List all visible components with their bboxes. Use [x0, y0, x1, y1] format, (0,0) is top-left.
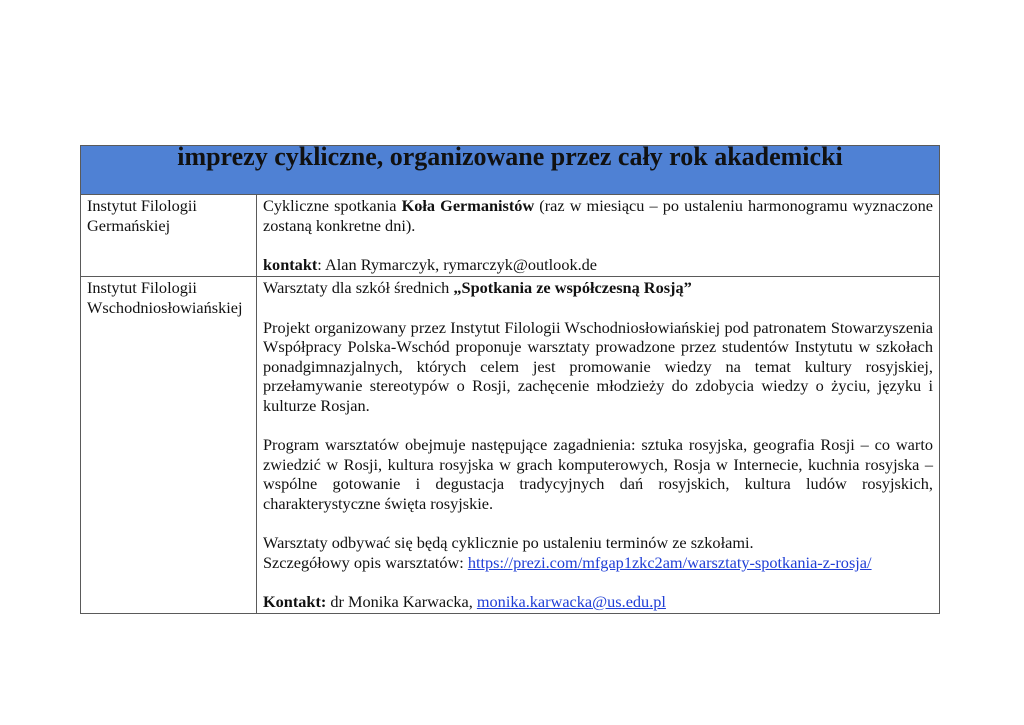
- contact-email-link[interactable]: monika.karwacka@us.edu.pl: [476, 591, 666, 611]
- table-row: [81, 195, 940, 277]
- contact-line: [263, 592, 933, 612]
- contact-label: kontakt: [263, 254, 318, 274]
- institute-cell: [81, 277, 257, 614]
- table-title: imprezy cykliczne, organizowane przez cały rok akademicki: [81, 146, 940, 195]
- institute-cell: [81, 195, 257, 277]
- description-cell: [257, 195, 940, 277]
- institute-name-line: Germańskiej: [87, 215, 171, 235]
- contact-name: dr Monika Karwacka,: [326, 591, 477, 611]
- table-header-row: [81, 146, 940, 195]
- institute-name-line: Instytut Filologii: [87, 278, 197, 298]
- workshop-title: „Spotkania ze współczesną Rosją”: [453, 278, 692, 298]
- contact-line: [263, 255, 933, 275]
- institute-name-line: Instytut Filologii: [87, 196, 197, 215]
- events-table: [80, 142, 940, 614]
- program-paragraph: Program warsztatów obejmuje następujące zagadnienia: sztuka rosyjska, geografia Rosji – co warto zwiedzić w Rosji, kultura rosyjska w grach komputerowych, Rosja w Internecie, kuchnia rosyjska – wspólne gotowanie i degustacja tradycyjnych dań rosyjskich, kultura ludów rosyjskich, charakterystyczne święta rosyjskie.: [263, 435, 933, 513]
- contact-label: Kontakt:: [263, 591, 327, 611]
- schedule-line: Warsztaty odbywać się będą cyklicznie po ustaleniu terminów ze szkołami.: [263, 533, 754, 553]
- workshop-description-link[interactable]: https://prezi.com/mfgap1zkc2am/warsztaty-spotkania-z-rosja/: [467, 552, 872, 572]
- contact-info: : Alan Rymarczyk, rymarczyk@outlook.de: [317, 254, 598, 274]
- event-name: Koła Germanistów: [401, 196, 535, 215]
- project-paragraph: Projekt organizowany przez Instytut Filologii Wschodniosłowiańskiej pod patronatem Stowarzyszenia Współpracy Polska-Wschód proponuje warsztaty prowadzone przez studentów Instytutu w szkołach ponadgimnazjalnych, których celem jest promowanie wiedzy na temat kultury rosyjskiej, przełamywanie stereotypów o Rosji, zachęcenie młodzieży do zdobycia wiedzy o życiu, języku i kulturze Rosjan.: [263, 317, 933, 415]
- description-cell: [257, 277, 940, 614]
- table-row: [81, 277, 940, 614]
- description-line: Szczegółowy opis warsztatów: https://prezi.com/mfgap1zkc2am/warsztaty-spotkania-z-rosja/: [263, 552, 872, 572]
- institute-name-line: Wschodniosłowiańskiej: [87, 297, 243, 317]
- event-intro: Cykliczne spotkania Koła Germanistów (raz w miesiącu – po ustaleniu harmonogramu wyznaczone zostaną konkretne dni).: [263, 196, 934, 235]
- workshop-heading: Warsztaty dla szkół średnich „Spotkania ze współczesną Rosją”: [263, 278, 692, 298]
